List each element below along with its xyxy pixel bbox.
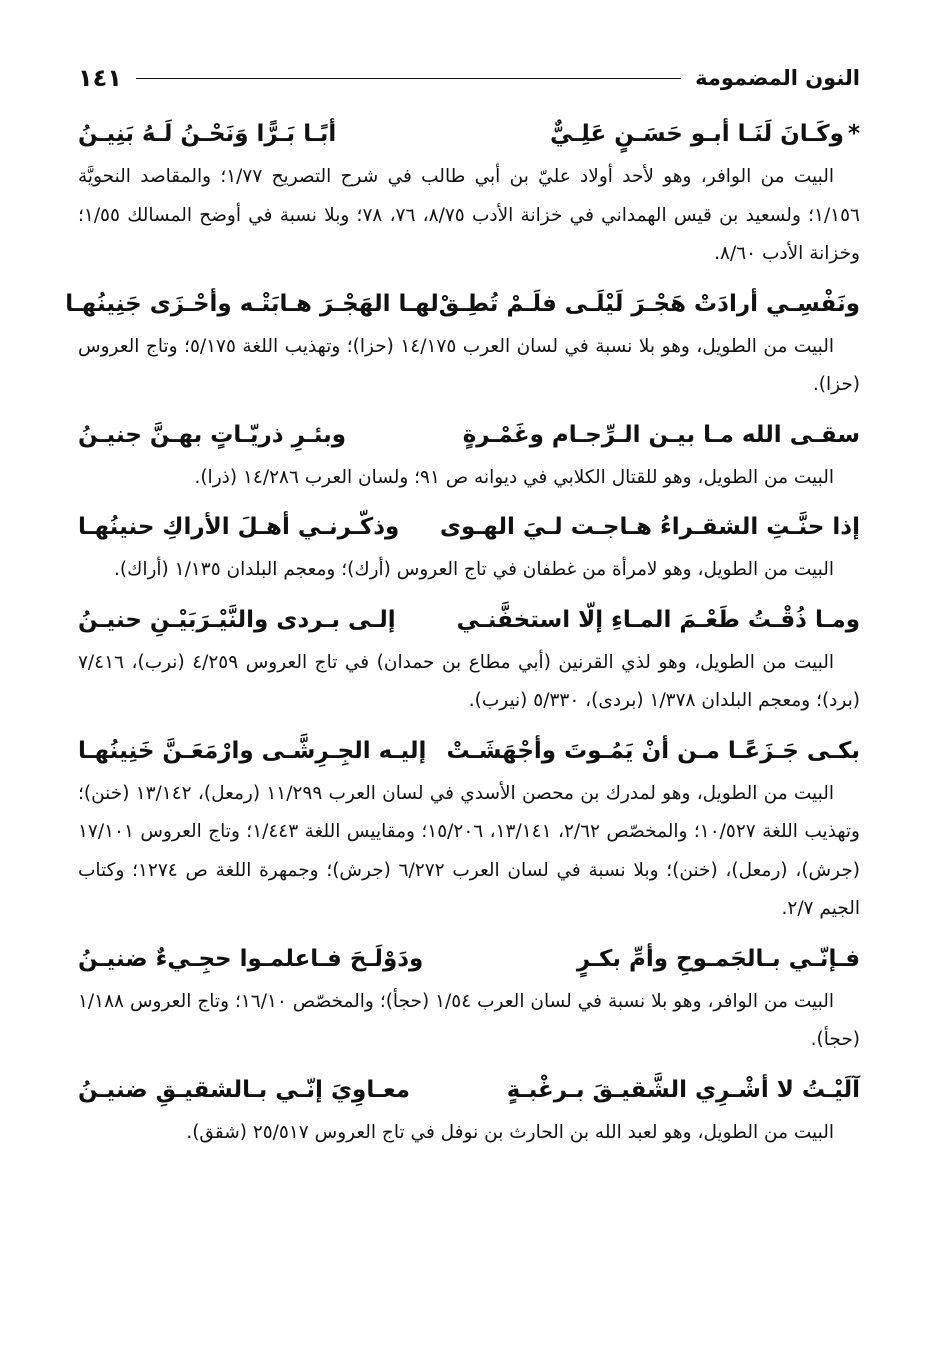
- verse-line: [78, 503, 860, 551]
- first-hemistich: [439, 280, 860, 328]
- first-hemistich-text: ونَفْسِـي أرادَتْ هَجْـرَ لَيْلَـى فلَـمْ تُطِـقْ: [438, 290, 860, 317]
- chapter-title: النون المضمومة: [695, 66, 860, 90]
- verse-line: [78, 596, 860, 644]
- first-hemistich: [550, 110, 860, 158]
- page-number: ١٤١: [78, 64, 122, 92]
- verse-note: البيت من الوافر، وهو بلا نسبة في لسان العرب ١/٥٤ (حجأ)؛ والمخصّص ١٦/١٠؛ وتاج العروس ١/١٨٨ (حجأ).: [78, 990, 860, 1050]
- verse-line: [78, 935, 860, 983]
- verse-note: البيت من الوافر، وهو لأحد أولاد عليّ بن أبي طالب في شرح التصريح ١/٧٧؛ والمقاصد النحويَّة ١/١٥٦؛ ولسعيد بن قيس الهمداني في خزانة الأدب ٨/٧٥، ٧٦، ٧٨؛ وبلا نسبة في أوضح المسالك ١/٥٥؛ وخزانة الأدب ٨/٦٠.: [78, 166, 860, 264]
- verse-note: البيت من الطويل، وهو بلا نسبة في لسان العرب ١٤/١٧٥ (حزا)؛ وتهذيب اللغة ٥/١٧٥؛ وتاج العروس (حزا).: [78, 335, 860, 395]
- second-hemistich: أبًـا بَـرًّا وَنَحْـنُ لَـهُ بَنِيـنُ: [78, 121, 337, 147]
- verse-entry: [78, 1066, 860, 1153]
- verse-entry: [78, 503, 860, 590]
- asterisk-marker: *: [847, 121, 860, 147]
- verse-entries: [65, 110, 860, 1152]
- header-rule: [136, 78, 681, 79]
- first-hemistich-text: ومـا ذُقْـتُ طَعْـمَ المـاءِ إلّا استخفَّنـي: [456, 606, 860, 633]
- first-hemistich: [440, 503, 860, 551]
- second-hemistich: لهـا الهَجْـرَ هـابَتْـه وأحْـزَى جَنِينُهـا: [65, 290, 439, 317]
- first-hemistich-text: فـإنّـي بـالجَمـوحِ وأمِّ بكـرٍ: [576, 945, 860, 972]
- second-hemistich: وبئـرِ ذريّـاتٍ بهـنَّ جنيـنُ: [78, 421, 347, 448]
- first-hemistich-text: سقـى الله مـا بيـن الـرِّجـام وغَمْـرةٍ: [462, 421, 860, 448]
- verse-note: البيت من الطويل، وهو لعبد الله بن الحارث بن نوفل في تاج العروس ٢٥/٥١٧ (شقق).: [186, 1121, 834, 1143]
- verse-line: [65, 280, 860, 328]
- first-hemistich-text: وكَـانَ لَنَـا أبـو حَسَـنٍ عَلِـيٌّ: [550, 121, 844, 147]
- verse-note: البيت من الطويل، وهو لذي القرنين (أبي مطاع بن حمدان) في تاج العروس ٤/٢٥٩ (نرب)، ٧/٤١٦ (برد)؛ ومعجم البلدان ١/٣٧٨ (بردى)، ٥/٣٣٠ (نيرب).: [78, 651, 860, 711]
- first-hemistich: [447, 727, 860, 775]
- second-hemistich: إلـى بـردى والنَّيْـرَبَيْـنِ حنيـنُ: [78, 606, 396, 633]
- first-hemistich: [457, 596, 860, 644]
- verse-entry: [65, 280, 860, 405]
- verse-line: [78, 411, 860, 459]
- verse-entry: [78, 727, 860, 929]
- verse-note: البيت من الطويل، وهو للقتال الكلابي في ديوانه ص ٩١؛ ولسان العرب ١٤/٢٨٦ (ذرا).: [194, 466, 834, 488]
- second-hemistich: وذكّـرنـي أهـلَ الأراكِ حنينُهـا: [78, 514, 400, 540]
- verse-entry: [78, 935, 860, 1060]
- verse-line: [78, 110, 860, 158]
- first-hemistich-text: بكـى جَـزَعًـا مـن أنْ يَمُـوتَ وأجْهَشَـتْ: [446, 737, 860, 764]
- verse-entry: [78, 596, 860, 721]
- verse-line: [78, 1066, 860, 1114]
- second-hemistich: معـاوِيَ إنّـي بـالشقيـقِ ضنيـنُ: [78, 1076, 411, 1103]
- page-header: [78, 58, 860, 98]
- verse-entry: [78, 110, 860, 274]
- verse-note: البيت من الطويل، وهو لامرأة من غطفان في تاج العروس (أرك)؛ ومعجم البلدان ١/١٣٥ (أراك).: [113, 559, 834, 580]
- second-hemistich: ودَوْلَـحَ فـاعلمـوا حجِـيءٌ ضنيـنُ: [78, 945, 424, 972]
- first-hemistich: [577, 935, 860, 983]
- verse-line: [78, 727, 860, 775]
- second-hemistich: إليـه الجِـرِشَّـى وارْمَعَـنَّ خَنِينُهـا: [78, 737, 427, 764]
- verse-entry: [78, 411, 860, 498]
- first-hemistich-text: إذا حنَّـتِ الشقـراءُ هـاجـت لـيَ الهـوى: [439, 514, 860, 540]
- verse-note: البيت من الطويل، وهو لمدرك بن محصن الأسدي في لسان العرب ١١/٢٩٩ (رمعل)، ١٣/١٤٢ (خنن)؛ وتهذيب اللغة ١٠/٥٢٧؛ والمخصّص ٢/٦٢، ١٣/١٤١، ١٥/٢٠٦؛ ومقاييس اللغة ١/٤٤٣؛ وتاج العروس ١٧/١٠١ (جرش)، (رمعل)، (خنن)؛ وبلا نسبة في لسان العرب ٦/٢٧٢ (جرش)؛ وجمهرة اللغة ص ١٢٧٤؛ وكتاب الجيم ٢/٧.: [78, 782, 860, 919]
- first-hemistich-text: آلَيْـتُ لا أشْـرِي الشَّقيـقَ بـرغْبـةٍ: [506, 1076, 860, 1103]
- first-hemistich: [507, 1066, 860, 1114]
- first-hemistich: [463, 411, 860, 459]
